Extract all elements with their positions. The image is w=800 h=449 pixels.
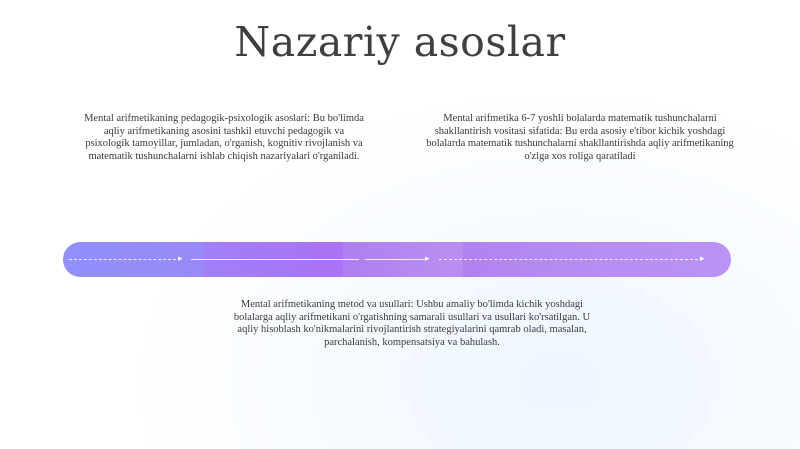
text-block-mental-arithmetic-role: Mental arifmetika 6-7 yoshli bolalarda matematik tushunchalarni shakllantirish vositasi sifatida: Bu erda asosiy e'tibor kichik yoshdagi bolalarda matematik tushunchalarni shakllantirishda aqliy arifmetikaning o'ziga xos roliga qaratiladi [426, 113, 734, 162]
arrow-right-icon: ▸ [425, 254, 430, 264]
arrow-right-icon: ▸ [178, 254, 183, 264]
arrow-right-icon: ▸ [700, 254, 705, 264]
timeline-solid-line [191, 259, 359, 260]
slide-title: Nazariy asoslar [234, 18, 566, 66]
text-block-methods: Mental arifmetikaning metod va usullari: Ushbu amaliy bo'limda kichik yoshdagi bolalarga aqliy arifmetikani o'rgatishning samarali usullari va usullari ko'rsatilgan. U aqliy hisoblash ko'nikmalarini rivojlantirish strategiyalarini qamrab oladi, masalan, parchalanish, kompensatsiya va bahulash. [233, 299, 591, 348]
timeline-solid-line [365, 259, 427, 260]
timeline-bar [63, 242, 731, 277]
timeline-dashed-line [69, 259, 181, 260]
timeline-dashed-line [439, 259, 703, 260]
text-block-pedagogical-foundations: Mental arifmetikaning pedagogik-psixologik asoslari: Bu bo'limda aqliy arifmetikaning asosini tashkil etuvchi pedagogik va psixologik tamoyillar, jumladan, o'rganish, kognitiv rivojlanish va matematik tushunchalarni ishlab chiqish nazariyalari o'rganiladi. [84, 113, 364, 162]
